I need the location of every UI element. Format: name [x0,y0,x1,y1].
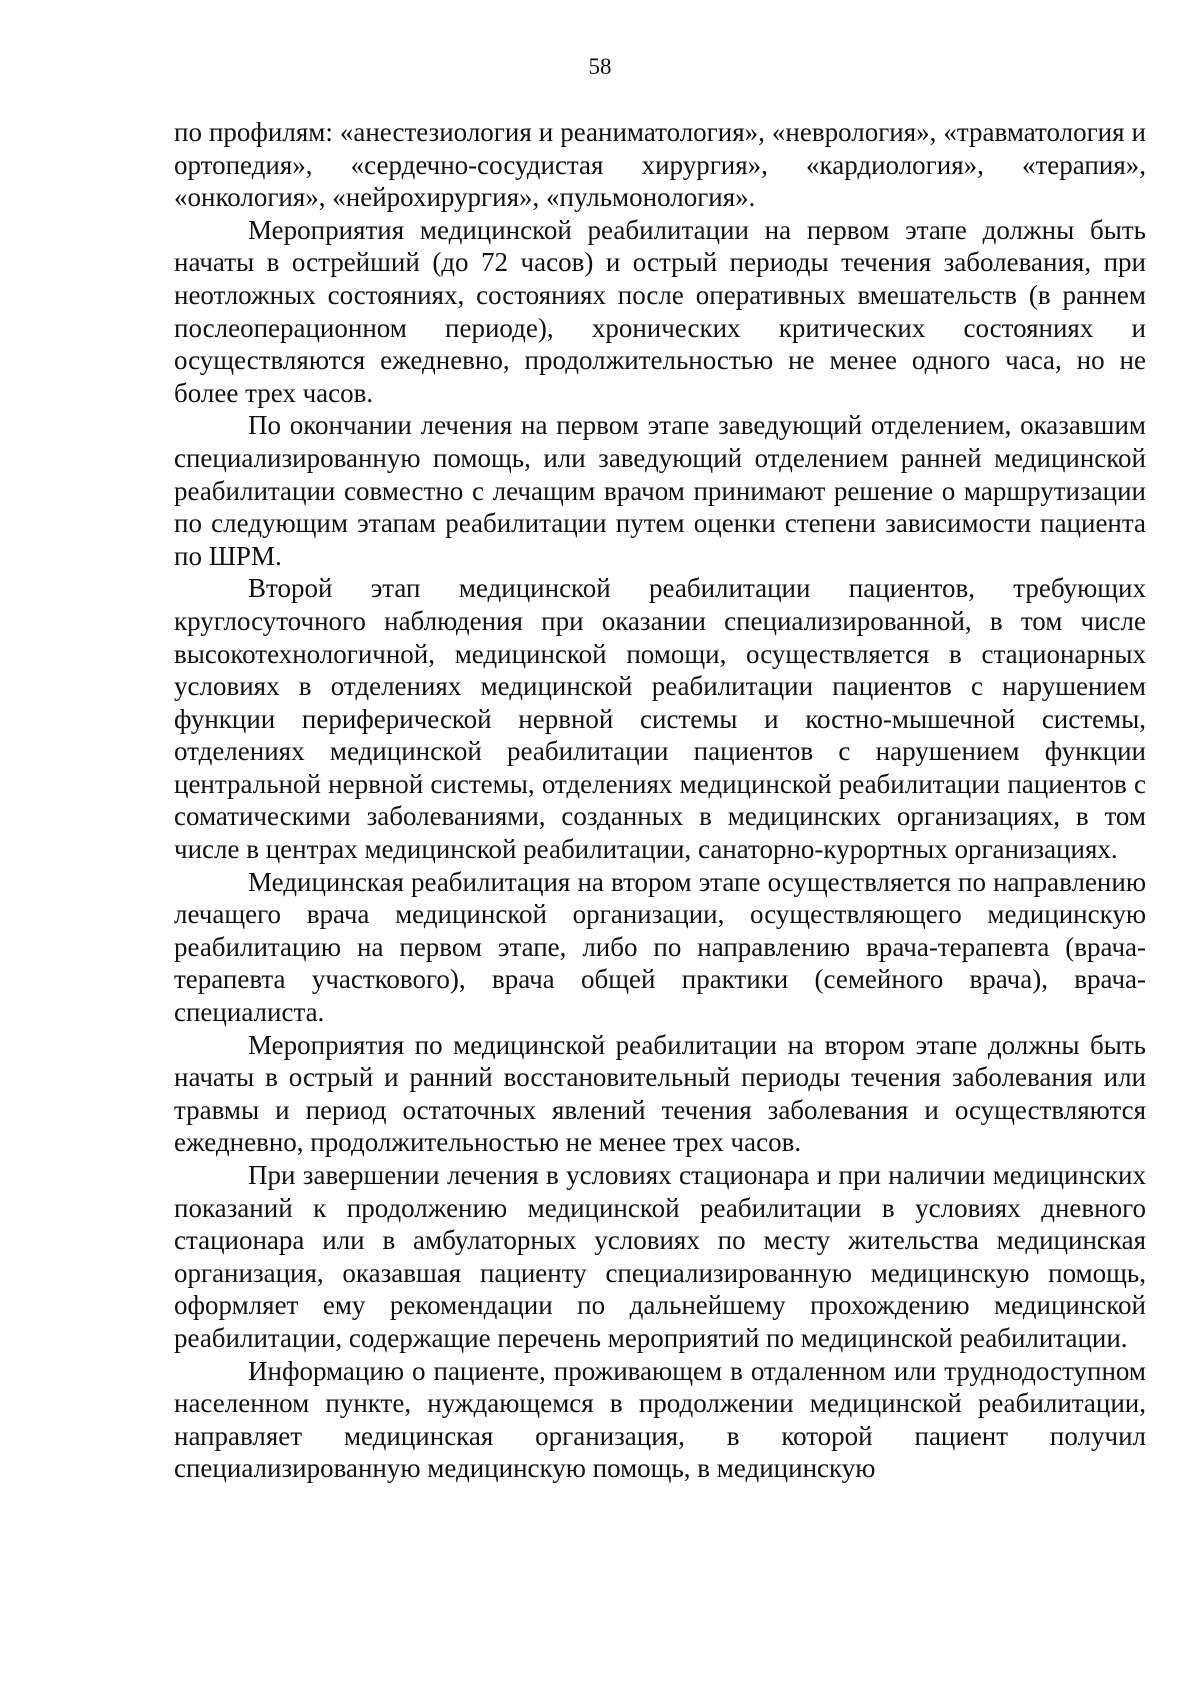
paragraph: Мероприятия по медицинской реабилитации на втором этапе должны быть начаты в острый и ранний восстановительный периоды течения заболевания или травмы и период остаточных явлений течения заболевания и осуществляются ежедневно, продолжительностью не менее трех часов. [174,1029,1146,1158]
paragraph: Мероприятия медицинской реабилитации на первом этапе должны быть начаты в острейший (до 72 часов) и острый периоды течения заболевания, при неотложных состояниях, состояниях после оперативных вмешательств (в раннем послеоперационном периоде), хронических критических состояниях и осуществляются ежедневно, продолжительностью не менее одного часа, но не более трех часов. [174,214,1146,408]
document-body [174,116,1146,1485]
paragraph: При завершении лечения в условиях стационара и при наличии медицинских показаний к продолжению медицинской реабилитации в условиях дневного стационара или в амбулаторных условиях по месту жительства медицинская организация, оказавшая пациенту специализированную медицинскую помощь, оформляет ему рекомендации по дальнейшему прохождению медицинской реабилитации, содержащие перечень мероприятий по медицинской реабилитации. [174,1160,1146,1353]
page-number: 58 [588,54,612,79]
paragraph: Информацию о пациенте, проживающем в отдаленном или труднодоступном населенном пункте, нуждающемся в продолжении медицинской реабилитации, направляет медицинская организация, в которой пациент получил специализированную медицинскую помощь, в медицинскую [174,1355,1146,1484]
paragraph-continuation: по профилям: «анестезиология и реаниматология», «неврология», «травматология и ортопедия», «сердечно-сосудистая хирургия», «кардиология», «терапия», «онкология», «нейрохирургия», «пульмонология». [174,117,1146,213]
paragraph: По окончании лечения на первом этапе заведующий отделением, оказавшим специализированную помощь, или заведующий отделением ранней медицинской реабилитации совместно с лечащим врачом принимают решение о маршрутизации по следующим этапам реабилитации путем оценки степени зависимости пациента по ШРМ. [174,410,1146,571]
paragraph: Второй этап медицинской реабилитации пациентов, требующих круглосуточного наблюдения при оказании специализированной, в том числе высокотехнологичной, медицинской помощи, осуществляется в стационарных условиях в отделениях медицинской реабилитации пациентов с нарушением функции периферической нервной системы и костно-мышечной системы, отделениях медицинской реабилитации пациентов с нарушением функции центральной нервной системы, отделениях медицинской реабилитации пациентов с соматическими заболеваниями, созданных в медицинских организациях, в том числе в центрах медицинской реабилитации, санаторно-курортных организациях. [174,573,1146,865]
paragraph: Медицинская реабилитация на втором этапе осуществляется по направлению лечащего врача медицинской организации, осуществляющего медицинскую реабилитацию на первом этапе, либо по направлению врача-терапевта (врача-терапевта участкового), врача общей практики (семейного врача), врача-специалиста. [174,866,1146,1028]
